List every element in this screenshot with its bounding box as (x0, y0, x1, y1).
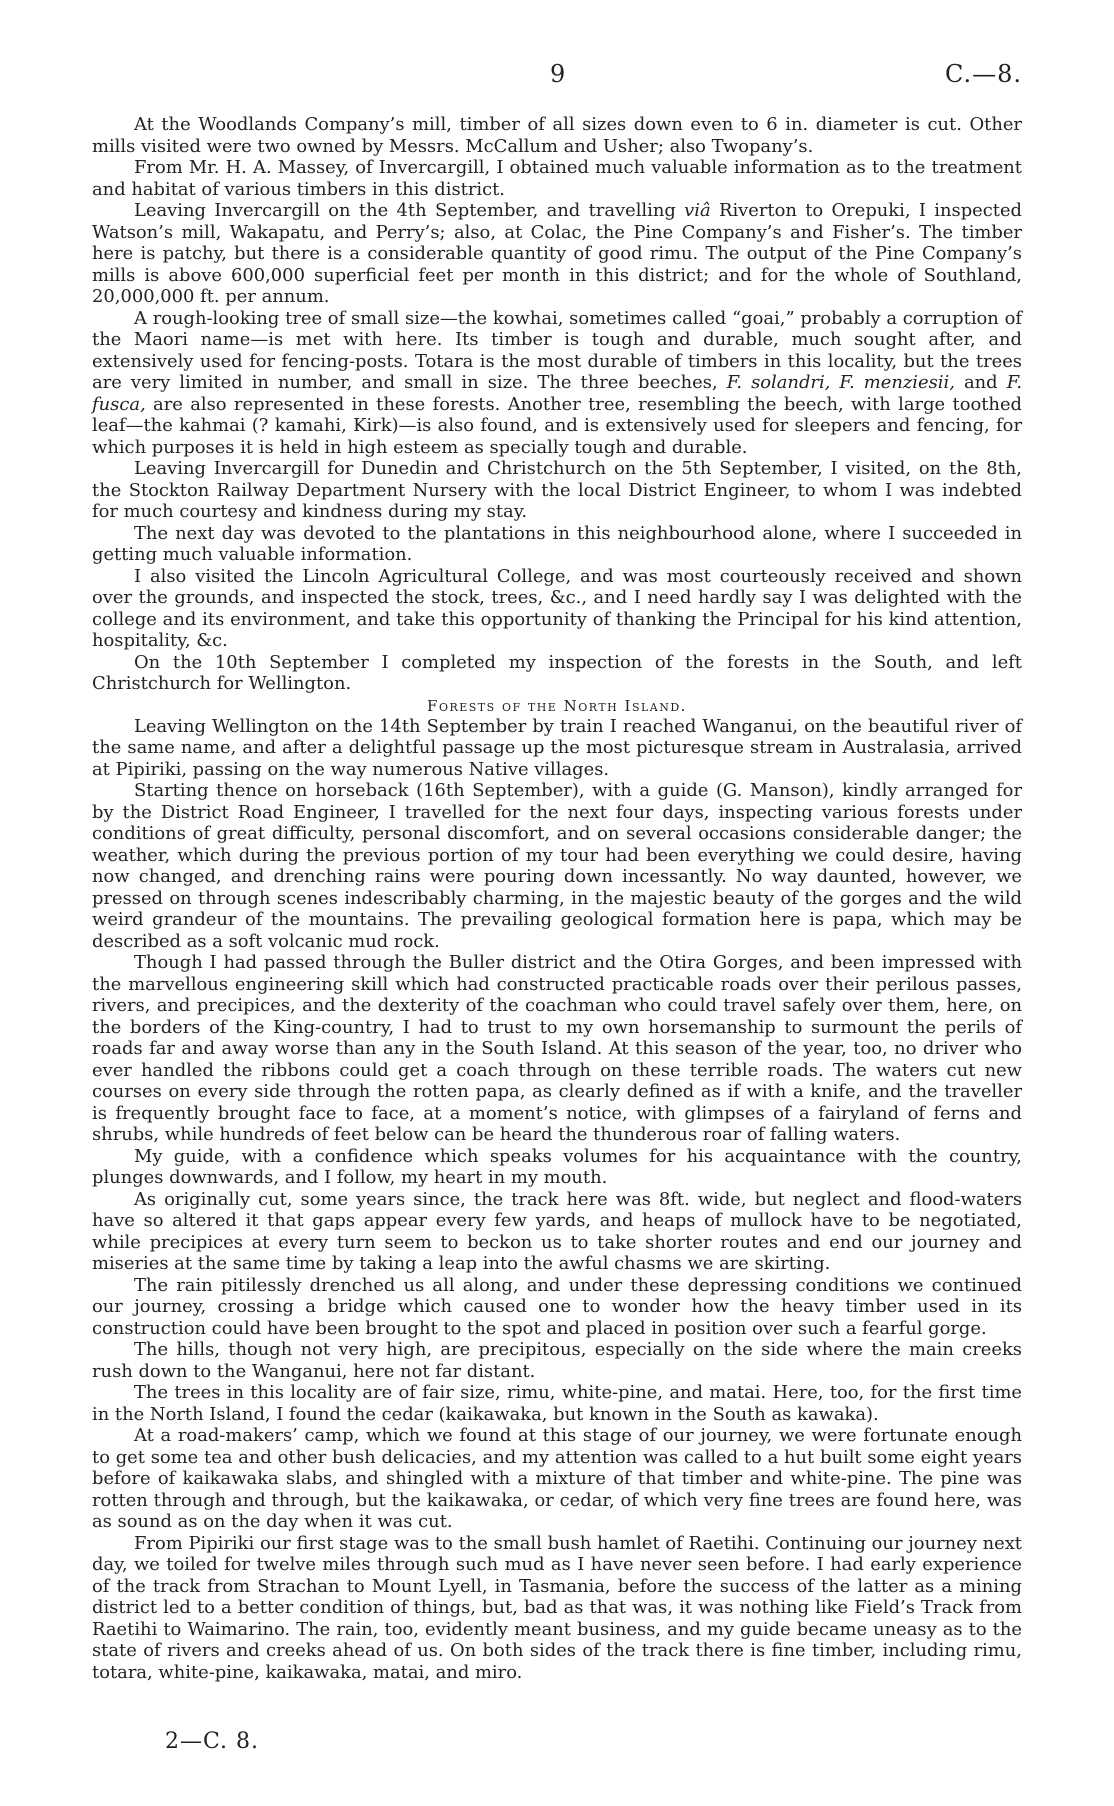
paper-series-code: C.—8. (944, 60, 1022, 88)
paragraph: At a road-makers’ camp, which we found at this stage of our journey, we were fortunate enough to get some tea and other bush delicacies, and my attention was called to a hut built some eight years before of kaikawaka slabs, and shingled with a mixture of that timber and white-pine. The pine was rotten through and through, but the kaikawaka, or cedar, of which very fine trees are found here, was as sound as on the day when it was cut. (92, 1425, 1022, 1532)
paragraph: Leaving Invercargill on the 4th September, and travelling viâ Riverton to Orepuki, I inspected Watson’s mill, Wakapatu, and Perry’s; also, at Colac, the Pine Company’s and Fisher’s. The timber here is patchy, but there is a considerable quantity of good rimu. The output of the Pine Company’s mills is above 600,000 superficial feet per month in this district; and for the whole of Southland, 20,000,000 ft. per annum. (92, 200, 1022, 307)
paragraph: I also visited the Lincoln Agricultural College, and was most courteously received and shown over the grounds, and inspected the stock, trees, &c., and I need hardly say I was delighted with the college and its environment, and take this opportunity of thanking the Principal for his kind attention, hospitality, &c. (92, 565, 1022, 651)
paragraph: Leaving Wellington on the 14th September by train I reached Wanganui, on the beautiful river of the same name, and after a delightful passage up the most picturesque stream in Australasia, arrived at Pipiriki, passing on the way numerous Native villages. (92, 715, 1022, 780)
paragraph: At the Woodlands Company’s mill, timber of all sizes down even to 6 in. diameter is cut. Other mills visited were two owned by Messrs. McCallum and Usher; also Twopany’s. (92, 114, 1022, 157)
paragraph: A rough-looking tree of small size—the kowhai, sometimes called “goai,” probably a corruption of the Maori name—is met with here. Its timber is tough and durable, much sought after, and extensively used for fencing-posts. Totara is the most durable of timbers in this locality, but the trees are very limited in number, and small in size. The three beeches, F. solandri, F. menziesii, and F. fusca, are also represented in these forests. Another tree, resembling the beech, with large toothed leaf—the kahmai (? kamahi, Kirk)—is also found, and is extensively used for sleepers and fencing, for which purposes it is held in high esteem as specially tough and durable. (92, 307, 1023, 458)
paragraph: The trees in this locality are of fair size, rimu, white-pine, and matai. Here, too, for the first time in the North Island, I found the cedar (kaikawaka, but known in the South as kawaka). (92, 1382, 1022, 1425)
paragraph: On the 10th September I completed my inspection of the forests in the South, and left Christchurch for Wellington. (92, 651, 1022, 694)
section-heading: Forests of the North Island. (427, 696, 687, 715)
page-number: 9 (550, 60, 566, 88)
page-header (0, 60, 1114, 100)
paragraph: Leaving Invercargill for Dunedin and Christchurch on the 5th September, I visited, on the 8th, the Stockton Railway Department Nursery with the local District Engineer, to whom I was indebted for much courtesy and kindness during my stay. (92, 458, 1022, 522)
paragraph: From Mr. H. A. Massey, of Invercargill, I obtained much valuable information as to the treatment and habitat of various timbers in this district. (92, 157, 1022, 200)
paragraph: As originally cut, some years since, the track here was 8ft. wide, but neglect and flood-waters have so altered it that gaps appear every few yards, and heaps of mullock have to be negotiated, while precipices at every turn seem to beckon us to take shorter routes and end our journey and miseries at the same time by taking a leap into the awful chasms we are skirting. (92, 1188, 1022, 1274)
paragraph: The rain pitilessly drenched us all along, and under these depressing conditions we continued our journey, crossing a bridge which caused one to wonder how the heavy timber used in its construction could have been brought to the spot and placed in position over such a fearful gorge. (92, 1274, 1022, 1339)
paragraph: Though I had passed through the Buller district and the Otira Gorges, and been impressed with the marvellous engineering skill which had constructed practicable roads over their perilous passes, rivers, and precipices, and the dexterity of the coachman who could travel safely over them, here, on the borders of the King-country, I had to trust to my own horsemanship to surmount the perils of roads far and away worse than any in the South Island. At this season of the year, too, no driver who ever handled the ribbons could get a coach through on these terrible roads. The waters cut new courses on every side through the rotten papa, as clearly defined as if with a knife, and the traveller is frequently brought face to face, at a moment’s notice, with glimpses of a fairyland of ferns and shrubs, while hundreds of feet below can be heard the thunderous roar of falling waters. (92, 952, 1022, 1145)
paragraph: The next day was devoted to the plantations in this neighbourhood alone, where I succeeded in getting much valuable information. (92, 522, 1022, 565)
printer-signature-mark: 2—C. 8. (165, 1729, 260, 1754)
body-text (92, 114, 1022, 1683)
paragraph: The hills, though not very high, are precipitous, especially on the side where the main creeks rush down to the Wanganui, here not far distant. (92, 1339, 1022, 1382)
paragraph: From Pipiriki our first stage was to the small bush hamlet of Raetihi. Continuing our journey next day, we toiled for twelve miles through such mud as I have never seen before. I had early experience of the track from Strachan to Mount Lyell, in Tasmania, before the success of the latter as a mining district led to a better condition of things, but, bad as that was, it was nothing like Field’s Track from Raetihi to Waimarino. The rain, too, evidently meant business, and my guide became uneasy as to the state of rivers and creeks ahead of us. On both sides of the track there is fine timber, including rimu, totara, white-pine, kaikawaka, matai, and miro. (92, 1532, 1022, 1683)
paragraph: My guide, with a confidence which speaks volumes for his acquaintance with the country, plunges downwards, and I follow, my heart in my mouth. (92, 1145, 1022, 1188)
paragraph: Starting thence on horseback (16th September), with a guide (G. Manson), kindly arranged for by the District Road Engineer, I travelled for the next four days, inspecting various forests under conditions of great difficulty, personal discomfort, and on several occasions considerable danger; the weather, which during the previous portion of my tour had been everything we could desire, having now changed, and drenching rains were pouring down incessantly. No way daunted, however, we pressed on through scenes indescribably charming, in the majestic beauty of the gorges and the wild weird grandeur of the mountains. The prevailing geological formation here is papa, which may be described as a soft volcanic mud rock. (92, 780, 1022, 952)
